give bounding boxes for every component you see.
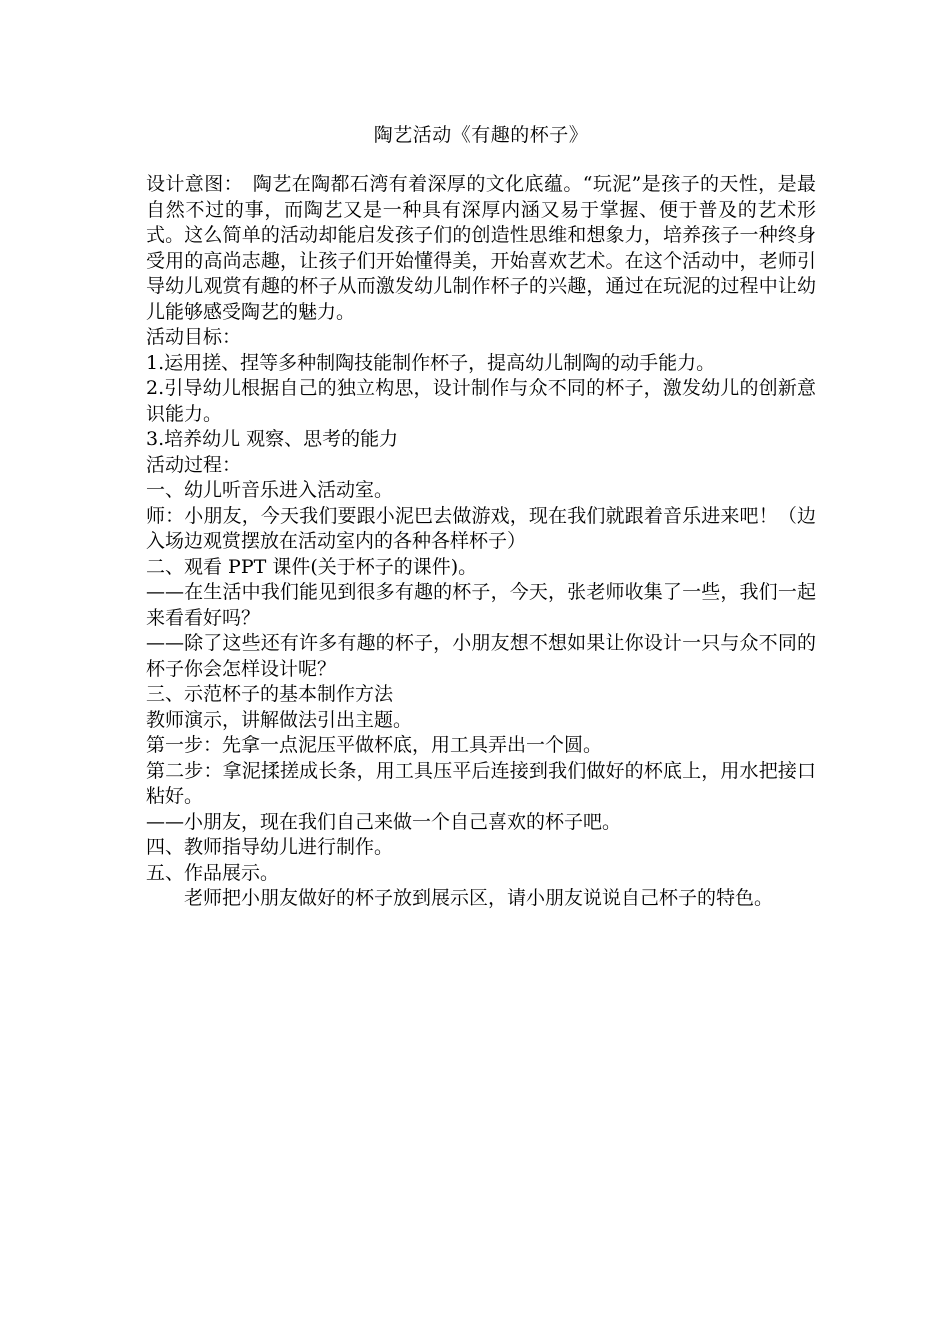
dialogue-line-1: ——在生活中我们能见到很多有趣的杯子，今天，张老师收集了一些，我们一起来看看好吗？ xyxy=(146,581,816,629)
goal-item-2: 2.引导幼儿根据自己的独立构思，设计制作与众不同的杯子，激发幼儿的创新意识能力。 xyxy=(146,377,816,425)
process-heading: 活动过程： xyxy=(146,453,242,476)
process-step-2: 二、观看 PPT 课件(关于杯子的课件)。 xyxy=(146,555,478,578)
process-step-1: 一、幼儿听音乐进入活动室。 xyxy=(146,479,394,501)
process-step-4: 四、教师指导幼儿进行制作。 xyxy=(146,836,394,858)
goal-item-1: 1.运用搓、捏等多种制陶技能制作杯子，提高幼儿制陶的动手能力。 xyxy=(146,351,716,374)
dialogue-line-2: ——除了这些还有许多有趣的杯子，小朋友想不想如果让你设计一只与众不同的杯子你会怎样设计呢？ xyxy=(146,632,816,680)
goal-item-3: 3.培养幼儿 观察、思考的能力 xyxy=(146,428,399,450)
goals-heading: 活动目标： xyxy=(146,326,242,348)
process-step-5: 五、作品展示。 xyxy=(146,861,280,884)
document-page xyxy=(146,122,816,912)
teacher-speech-1: 师：小朋友，今天我们要跟小泥巴去做游戏，现在我们就跟着音乐进来吧！（边入场边观赏摆放在活动室内的各种各样杯子） xyxy=(146,504,816,552)
teacher-demo-line: 教师演示，讲解做法引出主题。 xyxy=(146,708,413,731)
closing-paragraph: 老师把小朋友做好的杯子放到展示区，请小朋友说说自己杯子的特色。 xyxy=(184,887,774,909)
dialogue-line-3: ——小朋友，现在我们自己来做一个自己喜欢的杯子吧。 xyxy=(146,810,622,833)
document-title: 陶艺活动《有趣的杯子》 xyxy=(373,124,589,146)
design-intent-paragraph: 设计意图： 陶艺在陶都石湾有着深厚的文化底蕴。“玩泥”是孩子的天性，是最自然不过的事，而陶艺又是一种具有深厚内涵又易于掌握、便于普及的艺术形式。这么简单的活动却能启发孩子们的创造性思维和想象力，培养孩子一种终身受用的高尚志趣，让孩子们开始懂得美，开始喜欢艺术。在这个活动中，老师引导幼儿观赏有趣的杯子从而激发幼儿制作杯子的兴趣，通过在玩泥的过程中让幼儿能够感受陶艺的魅力。 xyxy=(146,173,816,323)
making-step-2: 第二步：拿泥揉搓成长条，用工具压平后连接到我们做好的杯底上，用水把接口粘好。 xyxy=(146,759,816,807)
process-step-3: 三、示范杯子的基本制作方法 xyxy=(146,683,394,705)
making-step-1: 第一步：先拿一点泥压平做杯底，用工具弄出一个圆。 xyxy=(146,734,603,756)
